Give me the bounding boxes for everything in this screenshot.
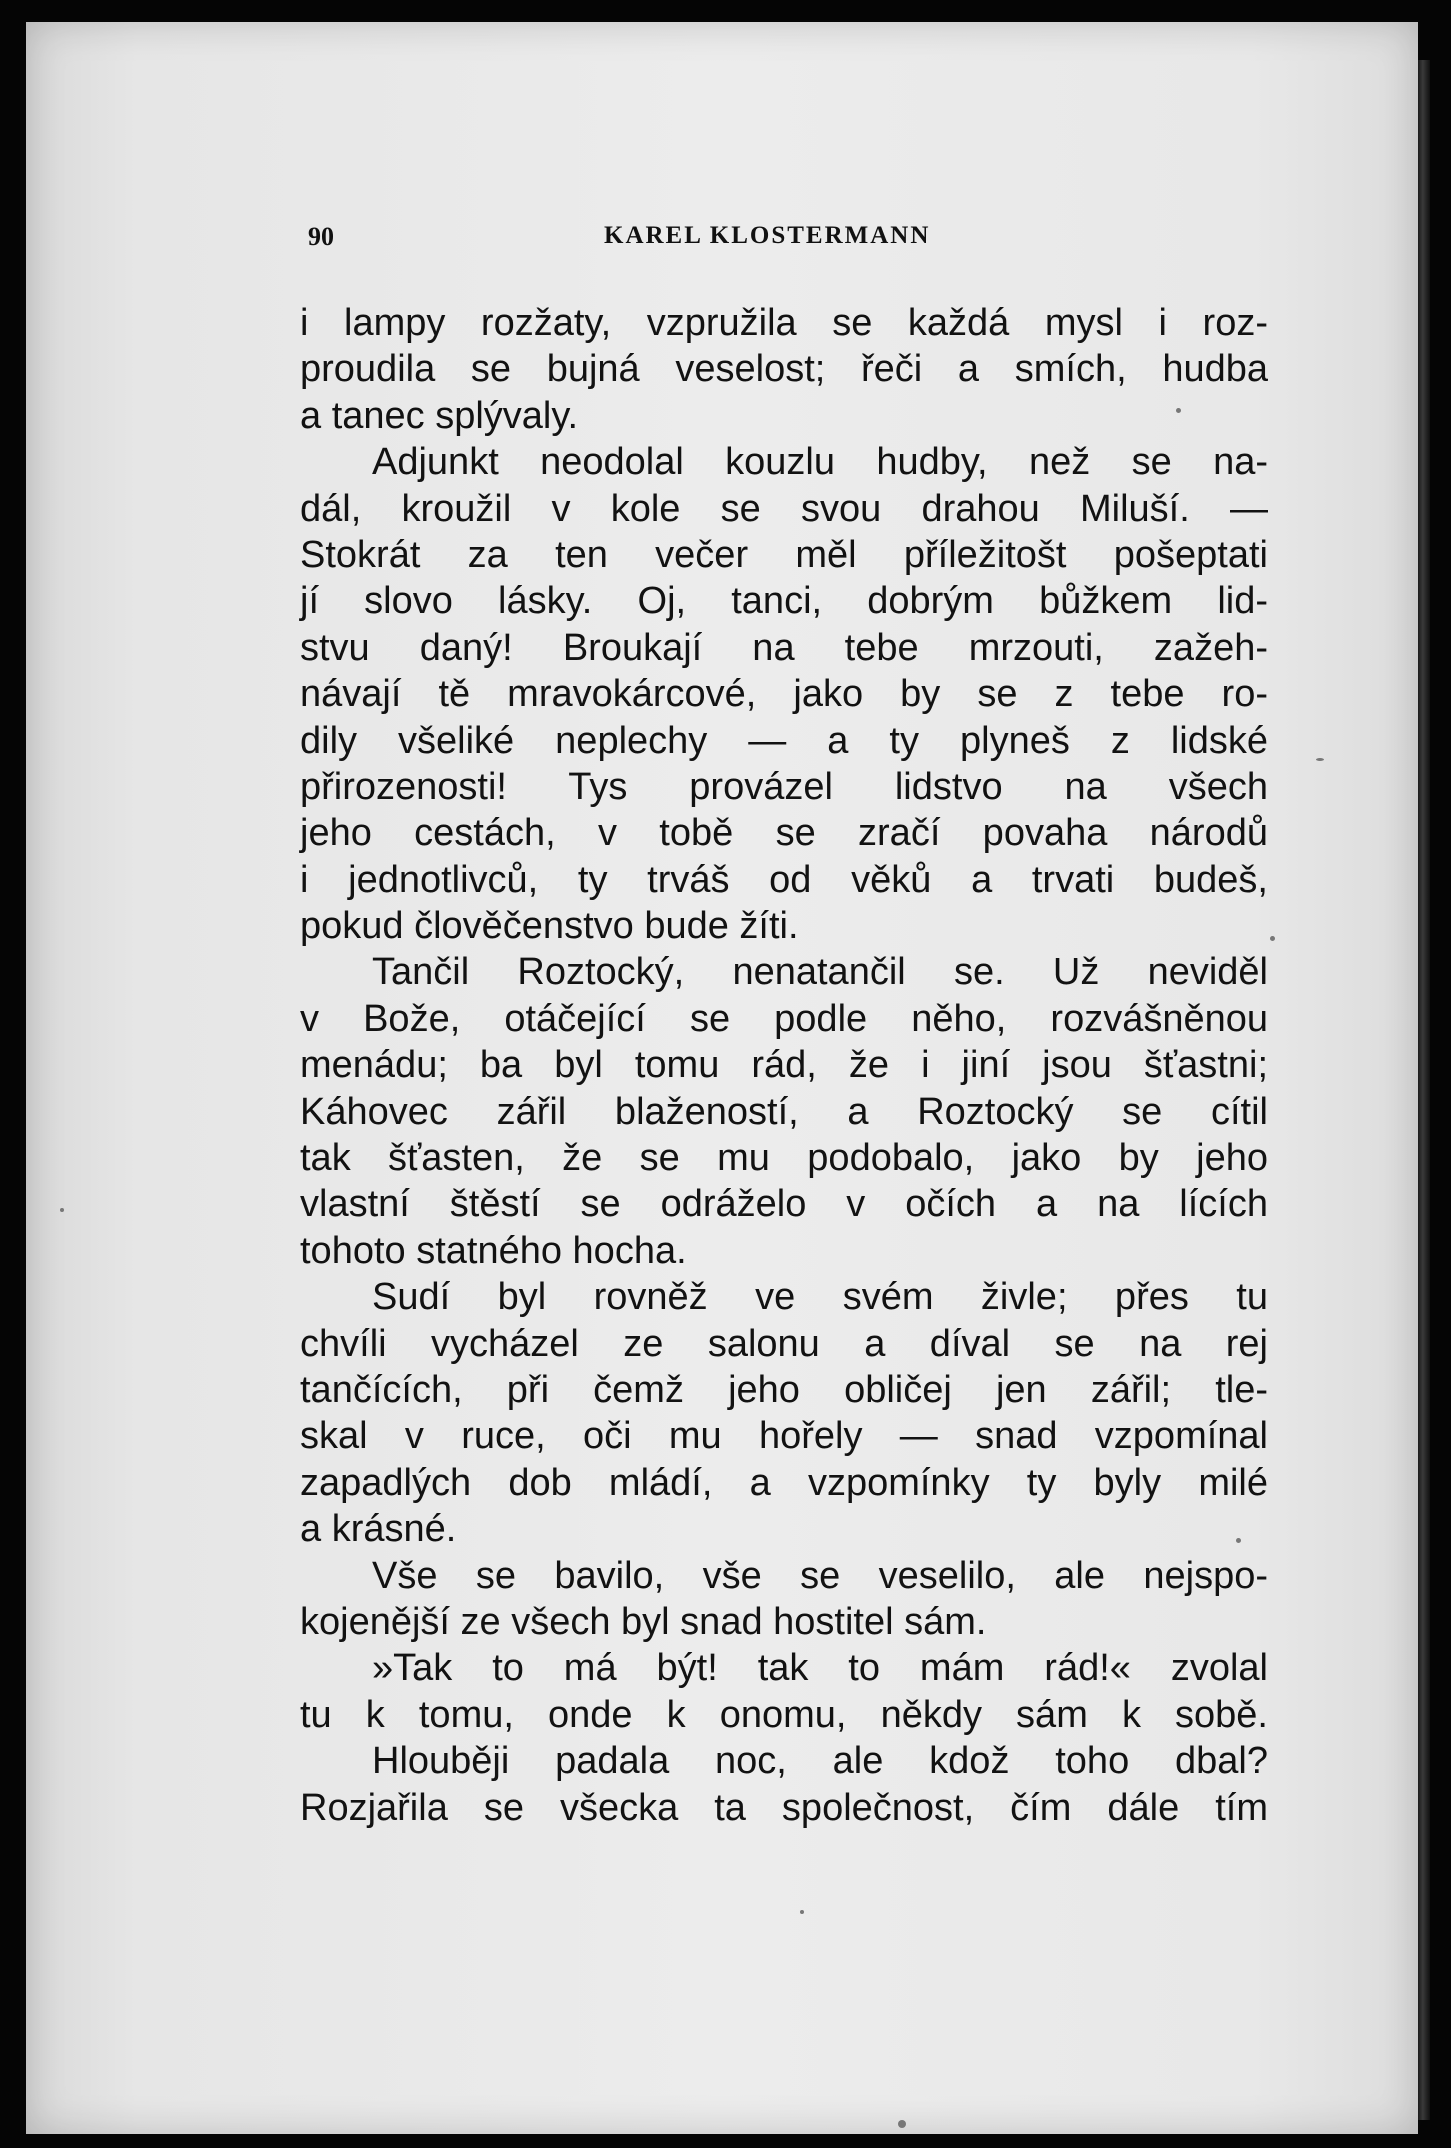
text-line: Káhovec zářil blažeností, a Roztocký se cítil: [300, 1090, 1268, 1133]
page-edge-shadow: [1418, 60, 1430, 2120]
text-line: a krásné.: [300, 1508, 457, 1551]
body-text: [300, 300, 1268, 1831]
dust-speck: [898, 2120, 906, 2128]
text-line: v Bože, otáčející se podle něho, rozvášněnou: [300, 997, 1268, 1040]
text-line: Adjunkt neodolal kouzlu hudby, než se na-: [372, 441, 1268, 484]
running-head: KAREL KLOSTERMANN: [604, 222, 931, 249]
text-line: jí slovo lásky. Oj, tanci, dobrým bůžkem lid-: [300, 580, 1268, 623]
text-line: Sudí byl rovněž ve svém živle; přes tu: [372, 1276, 1268, 1319]
text-line: tu k tomu, onde k onomu, někdy sám k sobě.: [300, 1693, 1268, 1736]
text-line: Hlouběji padala noc, ale kdož toho dbal?: [372, 1740, 1268, 1783]
text-line: proudila se bujná veselost; řeči a smích, hudba: [300, 348, 1268, 391]
dust-speck: [1236, 1538, 1241, 1543]
text-line: návají tě mravokárcové, jako by se z tebe ro-: [300, 673, 1268, 716]
text-line: kojenější ze všech byl snad hostitel sám.: [300, 1600, 987, 1643]
dust-speck: [1270, 936, 1275, 941]
text-line: Rozjařila se všecka ta společnost, čím dále tím: [300, 1786, 1268, 1829]
text-line: pokud člověčenstvo bude žíti.: [300, 905, 799, 948]
text-line: menádu; ba byl tomu rád, že i jiní jsou šťastni;: [300, 1044, 1268, 1087]
text-line: dily všeliké neplechy — a ty plyneš z lidské: [300, 719, 1268, 762]
dust-speck: [1316, 758, 1324, 761]
text-line: tak šťasten, že se mu podobalo, jako by jeho: [300, 1137, 1268, 1180]
text-line: a tanec splývaly.: [300, 394, 579, 437]
text-line: skal v ruce, oči mu hořely — snad vzpomínal: [300, 1415, 1268, 1458]
text-line: »Tak to má být! tak to mám rád!« zvolal: [372, 1647, 1268, 1690]
dust-speck: [800, 1910, 804, 1914]
text-line: Vše se bavilo, vše se veselilo, ale nejspo-: [372, 1554, 1268, 1597]
text-line: zapadlých dob mládí, a vzpomínky ty byly milé: [300, 1461, 1268, 1504]
text-line: stvu daný! Broukají na tebe mrzouti, zažeh-: [300, 626, 1268, 669]
dust-speck: [1176, 408, 1181, 413]
text-line: i lampy rozžaty, vzpružila se každá mysl i roz-: [300, 302, 1268, 344]
page-number: 90: [308, 222, 334, 251]
text-line: dál, kroužil v kole se svou drahou Miluší. —: [300, 487, 1268, 530]
text-line: chvíli vycházel ze salonu a díval se na rej: [300, 1322, 1268, 1365]
text-line: jeho cestách, v tobě se zračí povaha národů: [300, 812, 1268, 855]
page-header: [308, 218, 988, 258]
text-line: i jednotlivců, ty trváš od věků a trvati budeš,: [300, 858, 1268, 901]
text-line: tohoto statného hocha.: [300, 1229, 687, 1272]
text-line: vlastní štěstí se odráželo v očích a na lících: [300, 1183, 1268, 1226]
text-line: Stokrát za ten večer měl příležitošt pošeptati: [300, 533, 1268, 576]
text-line: Tančil Roztocký, nenatančil se. Už neviděl: [372, 951, 1268, 994]
text-line: tančících, při čemž jeho obličej jen zářil; tle-: [300, 1368, 1268, 1411]
dust-speck: [60, 1208, 64, 1212]
text-line: přirozenosti! Tys provázel lidstvo na všech: [300, 765, 1268, 808]
